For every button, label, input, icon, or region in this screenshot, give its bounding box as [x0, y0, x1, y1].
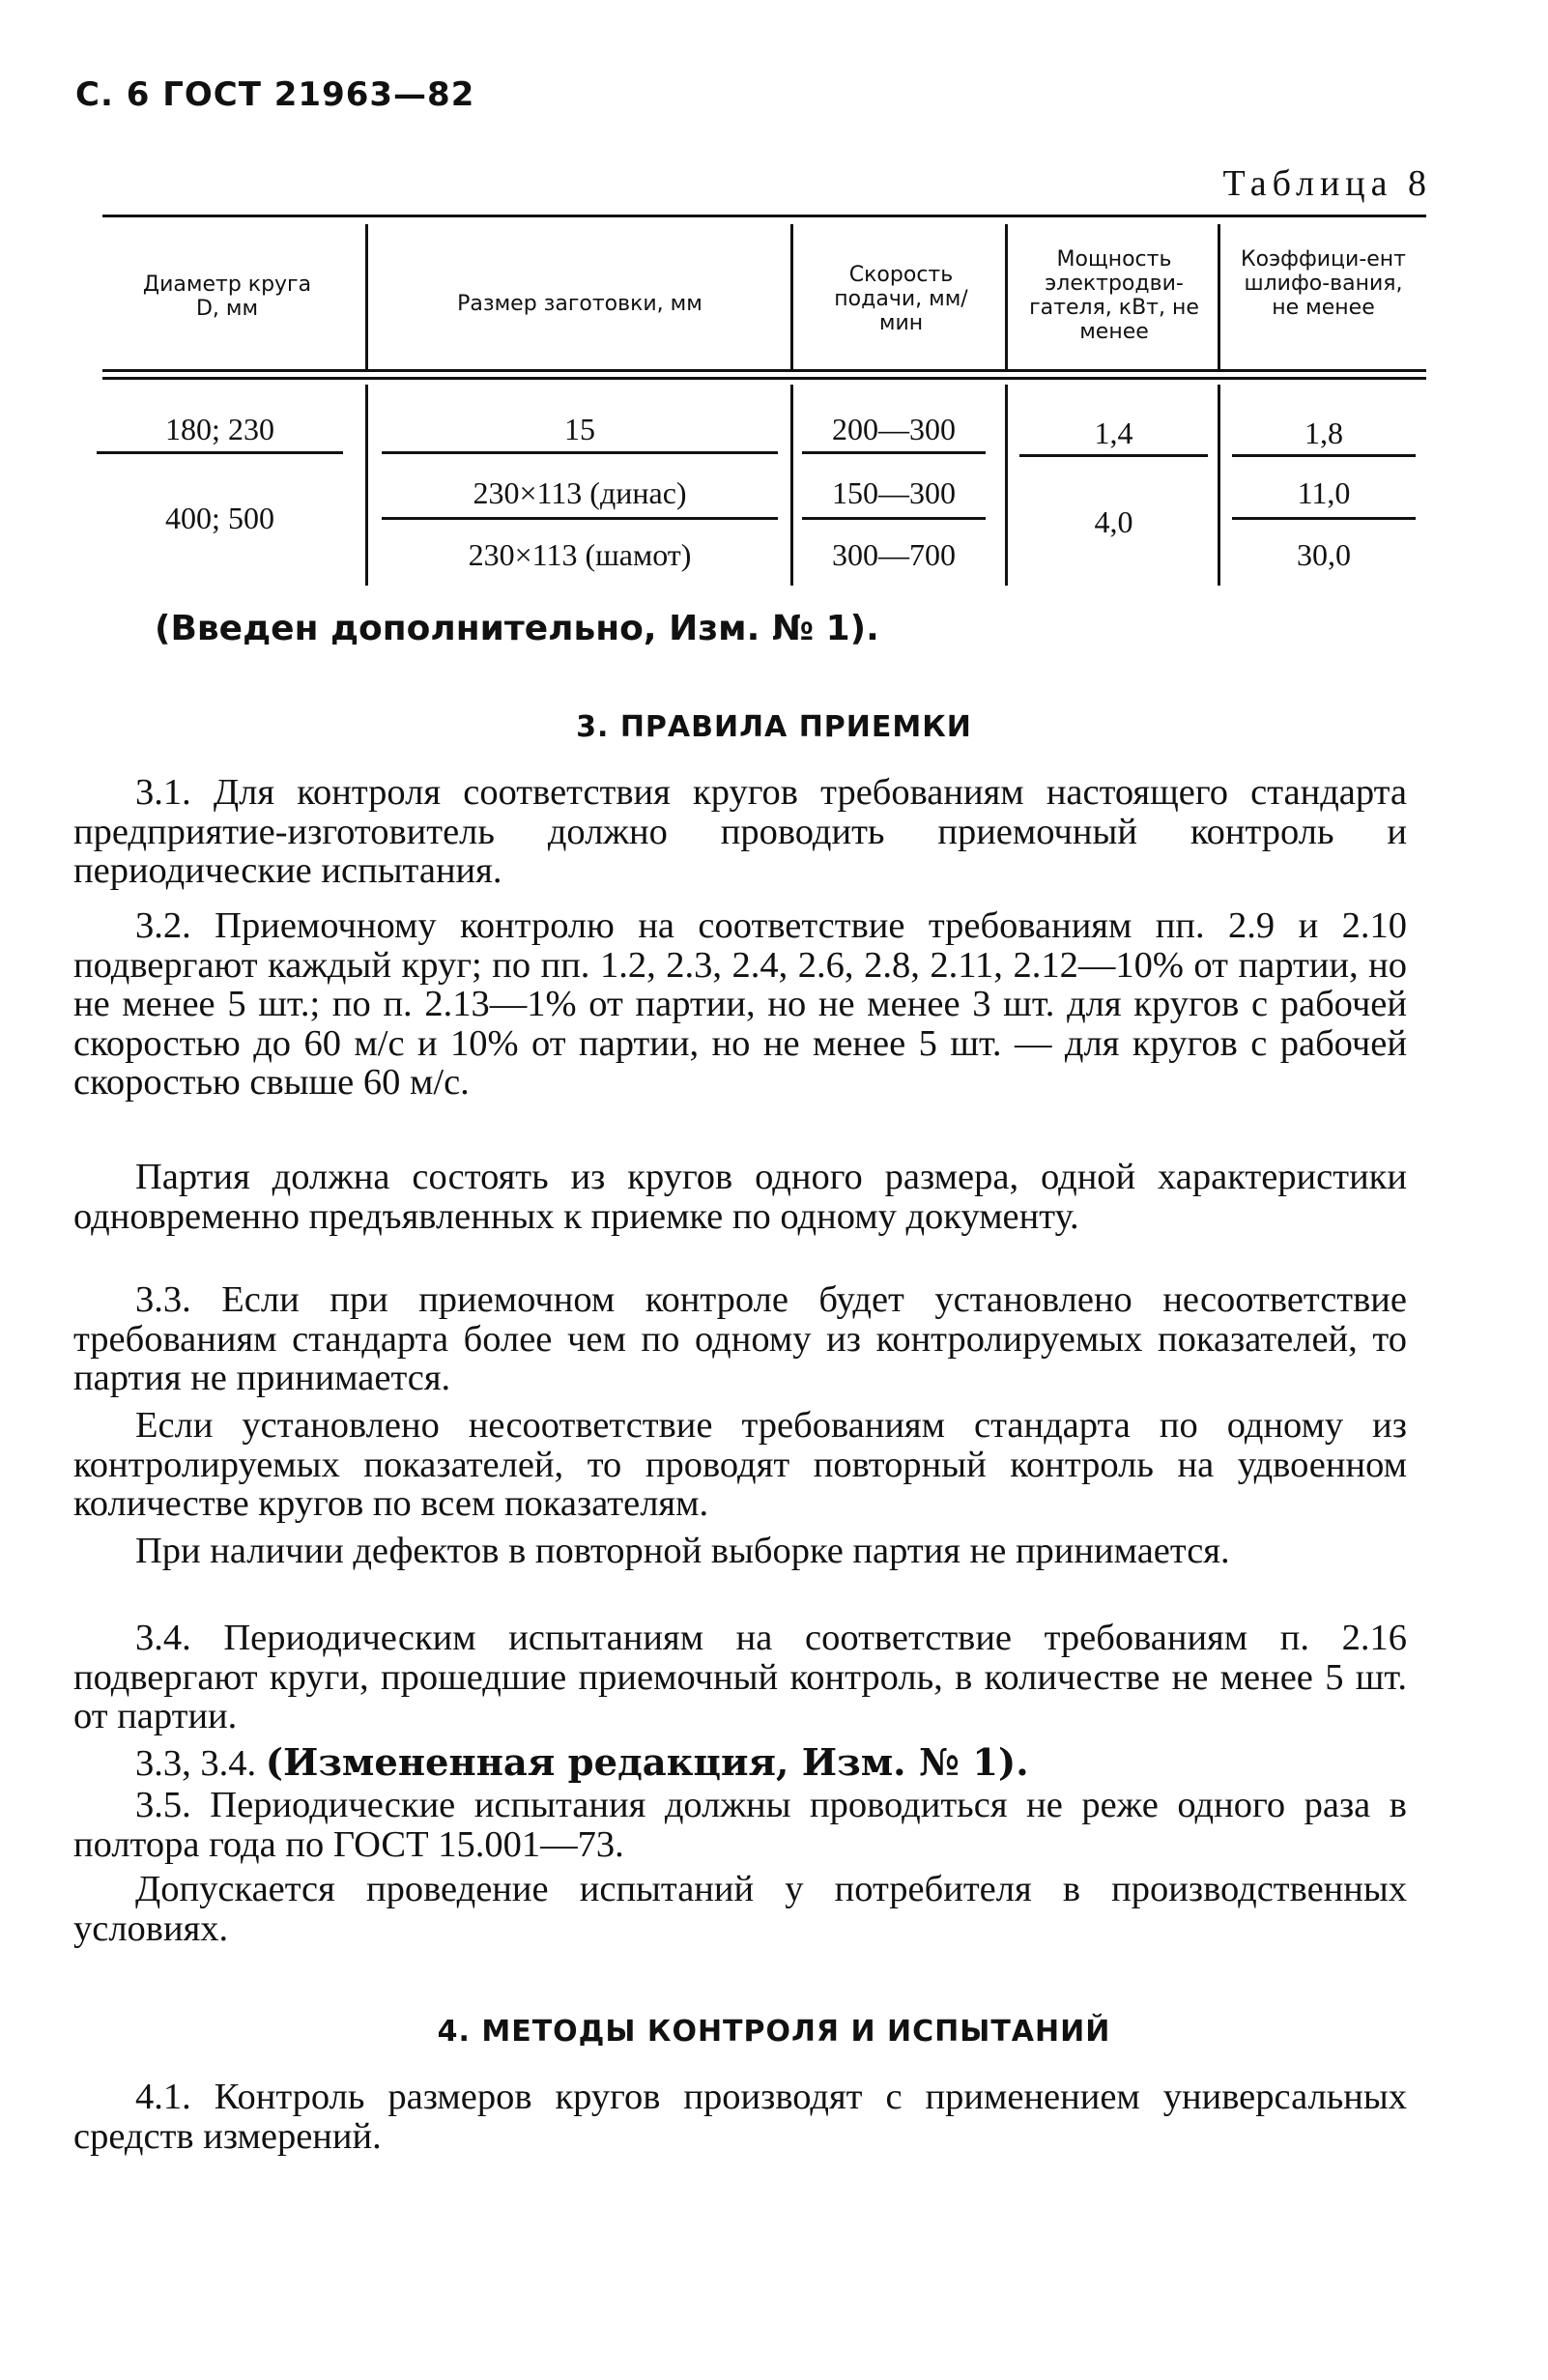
cell-power-1: 1,4 — [1094, 416, 1133, 450]
row1-rule-col2 — [382, 451, 778, 454]
cell-size-1: 15 — [564, 412, 595, 446]
header-power: Мощность электродви-гателя, кВт, не менее — [1029, 247, 1199, 344]
col-divider-2 — [790, 224, 793, 369]
table-top-rule — [102, 215, 1426, 217]
section-4-title: 4. МЕТОДЫ КОНТРОЛЯ И ИСПЫТАНИЙ — [437, 2015, 1111, 2049]
row1-rule-col4 — [1019, 454, 1208, 457]
cell-coef-2: 11,0 — [1297, 475, 1351, 510]
paragraph-4-1: 4.1. Контроль размеров кругов производят с применением универсальных средств измерений. — [73, 2077, 1407, 2157]
cell-coef-3: 30,0 — [1297, 537, 1351, 572]
col-divider-4b — [1218, 385, 1220, 586]
row1-rule-col5 — [1232, 454, 1416, 457]
cell-speed-3: 300—700 — [832, 537, 956, 572]
amendment-text: (Измененная редакция, Изм. № 1). — [265, 1741, 1029, 1785]
col-divider-1 — [365, 224, 368, 369]
cell-speed-1: 200—300 — [832, 412, 956, 446]
header-diameter: Диаметр круга D, мм — [142, 272, 312, 321]
data-table — [0, 0, 1548, 638]
paragraph-3-1: 3.1. Для контроля соответствия кругов требованиям настоящего стандарта предприятие-изготовитель должно проводить приемочный контроль и периодические испытания. — [73, 772, 1407, 891]
cell-size-3: 230×113 (шамот) — [468, 537, 692, 572]
paragraph-3-2: 3.2. Приемочному контролю на соответствие требованиям пп. 2.9 и 2.10 подвергают каждый круг; по пп. 1.2, 2.3, 2.4, 2.6, 2.8, 2.11, 2.12—10% от партии, но не менее 5 шт.; по п. 2.13—1% от партии, но не менее 3 шт. для кругов с рабочей скоростью до 60 м/с и 10% от партии, но не менее 5 шт. — для кругов с рабочей скоростью свыше 60 м/с. — [73, 905, 1407, 1103]
paragraph-3-3-3-4-amendment — [73, 1741, 1407, 1785]
cell-size-2: 230×113 (динас) — [473, 475, 687, 510]
cell-coef-1: 1,8 — [1304, 416, 1343, 450]
paragraph-3-5-consumer: Допускается проведение испытаний у потребителя в производственных условиях. — [73, 1869, 1407, 1949]
paragraph-3-3-repeat: Если установлено несоответствие требованиям стандарта по одному из контролируемых показателей, то проводят повторный контроль на удвоенном количестве кругов по всем показателям. — [73, 1405, 1407, 1524]
col-divider-4 — [1218, 224, 1220, 369]
col-divider-3b — [1005, 385, 1008, 586]
paragraph-3-4: 3.4. Периодическим испытаниям на соответствие требованиям п. 2.16 подвергают круги, прошедшие приемочный контроль, в количестве не менее 5 шт. от партии. — [73, 1618, 1407, 1736]
row1-rule-col1 — [97, 451, 343, 454]
header-size: Размер заготовки, мм — [457, 292, 702, 316]
amendment-prefix: 3.3, 3.4. — [135, 1743, 257, 1784]
cell-speed-2: 150—300 — [832, 475, 956, 510]
row1-rule-col3 — [802, 451, 986, 454]
paragraph-3-3: 3.3. Если при приемочном контроле будет установлено несоответствие требованиям стандарта более чем по одному из контролируемых показателей, то партия не принимается. — [73, 1279, 1407, 1398]
paragraph-3-3-defects: При наличии дефектов в повторной выборке партия не принимается. — [135, 1531, 1230, 1571]
row2-rule-col3 — [802, 517, 986, 520]
col-divider-1b — [365, 385, 368, 586]
header-bottom-rule — [102, 369, 1426, 372]
page-header: С. 6 ГОСТ 21963—82 — [75, 75, 475, 114]
row2-rule-col5 — [1232, 517, 1416, 520]
cell-diameter-2: 400; 500 — [165, 501, 274, 535]
row2-rule-col2 — [382, 517, 778, 520]
table-caption: Таблица 8 — [1222, 163, 1432, 204]
cell-power-2: 4,0 — [1094, 504, 1133, 539]
header-coef: Коэффици-ент шлифо-вания, не менее — [1240, 247, 1406, 320]
section-3-title: 3. ПРАВИЛА ПРИЕМКИ — [576, 710, 972, 744]
col-divider-3 — [1005, 224, 1008, 369]
col-divider-2b — [790, 385, 793, 586]
paragraph-3-2-batch: Партия должна состоять из кругов одного размера, одной характеристики одновременно предъявленных к приемке по одному документу. — [73, 1157, 1407, 1237]
cell-diameter-1: 180; 230 — [165, 412, 274, 446]
header-speed: Скорость подачи, мм/мин — [834, 263, 968, 335]
header-bottom-rule-2 — [102, 377, 1426, 380]
paragraph-3-5: 3.5. Периодические испытания должны проводиться не реже одного раза в полтора года по ГОСТ 15.001—73. — [73, 1785, 1407, 1865]
table-amendment-note: (Введен дополнительно, Изм. № 1). — [155, 609, 879, 648]
